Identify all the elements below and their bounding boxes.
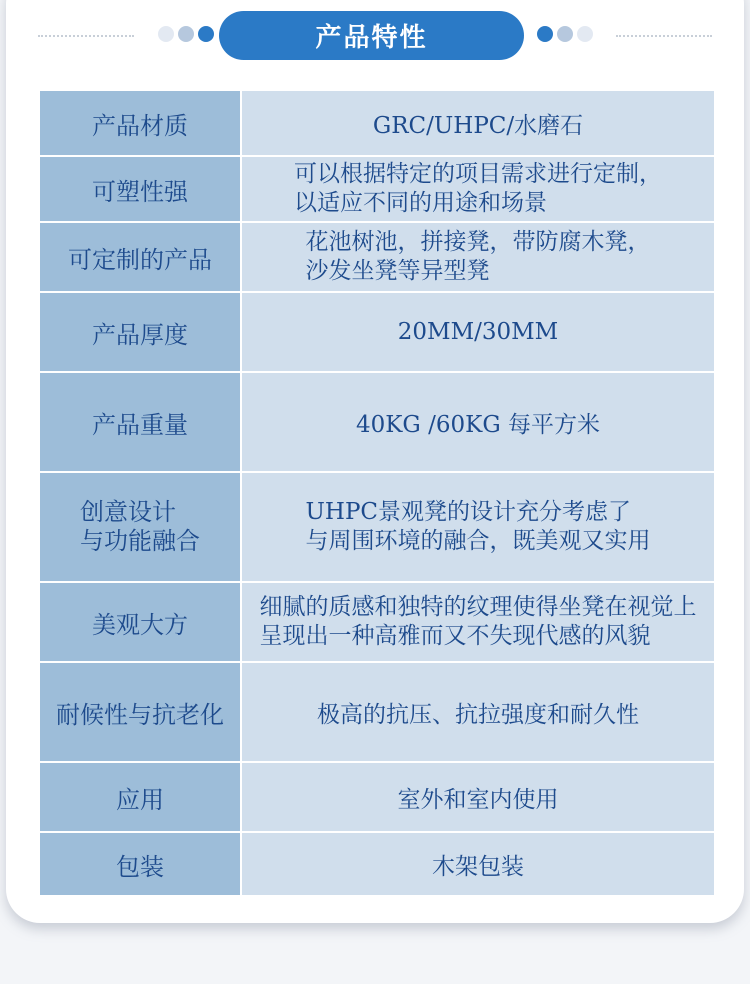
row-value: GRC/UHPC/水磨石: [241, 90, 715, 156]
label-line: 与功能融合: [80, 527, 200, 555]
dot-icon: [577, 26, 593, 42]
divider-right: [616, 35, 712, 37]
row-value: [241, 472, 715, 582]
divider-left: [38, 35, 134, 37]
row-value: 20MM/30MM: [241, 292, 715, 372]
table-row: [39, 582, 715, 662]
row-value: 极高的抗压、抗拉强度和耐久性: [241, 662, 715, 762]
value-line: 以适应不同的用途和场景: [294, 190, 547, 216]
row-label: 可定制的产品: [39, 222, 241, 292]
row-label: [39, 472, 241, 582]
section-header: [0, 0, 750, 70]
table-row: [39, 222, 715, 292]
row-label: 应用: [39, 762, 241, 832]
value-line: 花池树池，拼接凳，带防腐木凳，: [305, 229, 651, 256]
value-line: 沙发坐凳等异型凳: [305, 258, 490, 284]
table-row: [39, 292, 715, 372]
value-line: 呈现出一种高雅而又不失现代感的风貌: [259, 623, 651, 649]
value-line: 细腻的质感和独特的纹理使得坐凳在视觉上: [259, 594, 697, 621]
row-label: 可塑性强: [39, 156, 241, 222]
dot-icon: [178, 26, 194, 42]
dot-icon: [557, 26, 573, 42]
label-line: 创意设计: [80, 498, 176, 527]
spec-table: [38, 89, 716, 897]
value-line: 与周围环境的融合，既美观又实用: [305, 528, 651, 554]
table-row: [39, 472, 715, 582]
table-row: [39, 832, 715, 896]
page-title: 产品特性: [219, 11, 524, 60]
row-value: 木架包装: [241, 832, 715, 896]
row-value: 40KG /60KG 每平方米: [241, 372, 715, 472]
row-value: [241, 222, 715, 292]
row-label: 产品厚度: [39, 292, 241, 372]
value-line: 可以根据特定的项目需求进行定制，: [294, 161, 662, 188]
row-value: [241, 582, 715, 662]
table-row: [39, 372, 715, 472]
dot-icon: [158, 26, 174, 42]
row-value: 室外和室内使用: [241, 762, 715, 832]
row-label: 包装: [39, 832, 241, 896]
row-label: 耐候性与抗老化: [39, 662, 241, 762]
value-line: UHPC景观凳的设计充分考虑了: [305, 499, 632, 526]
row-label: 美观大方: [39, 582, 241, 662]
dot-icon: [537, 26, 553, 42]
table-row: [39, 90, 715, 156]
table-row: [39, 662, 715, 762]
table-row: [39, 156, 715, 222]
table-row: [39, 762, 715, 832]
row-label: 产品材质: [39, 90, 241, 156]
row-label: 产品重量: [39, 372, 241, 472]
row-value: [241, 156, 715, 222]
dot-icon: [198, 26, 214, 42]
